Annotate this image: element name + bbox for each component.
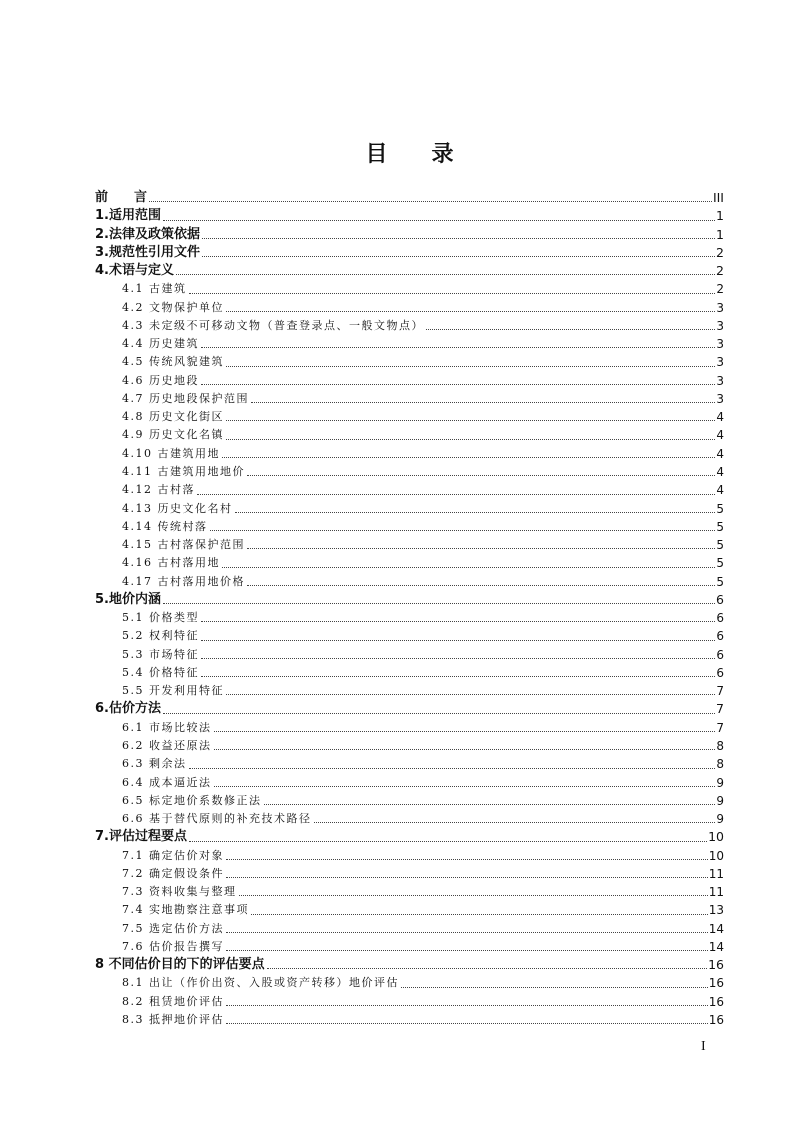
- dot-leader: [201, 627, 715, 640]
- dot-leader: [189, 280, 716, 293]
- toc-entry-label: 7.4 实地勘察注意事项: [122, 903, 249, 917]
- dot-leader: [226, 353, 715, 366]
- dot-leader: [222, 554, 715, 567]
- toc-subsection-entry: [95, 1011, 724, 1029]
- toc-entry-label: 4.8 历史文化街区: [122, 410, 224, 424]
- toc-subsection-entry: [95, 463, 724, 481]
- toc-entry-page: 11: [708, 866, 724, 881]
- toc-entry-label: 4.15 古村落保护范围: [122, 538, 245, 552]
- dot-leader: [401, 974, 708, 987]
- dot-leader: [226, 426, 715, 439]
- toc-entry-label: 4.9 历史文化名镇: [122, 428, 224, 442]
- dot-leader: [226, 682, 715, 695]
- toc-subsection-entry: [95, 408, 724, 426]
- toc-entry-page: 9: [716, 793, 724, 808]
- toc-subsection-entry: [95, 390, 724, 408]
- toc-subsection-entry: [95, 974, 724, 992]
- toc-entry-label: 8.2 租赁地价评估: [122, 994, 224, 1008]
- dot-leader: [149, 189, 712, 202]
- toc-entry-page: 2: [716, 263, 724, 279]
- toc-entry-label: 5.2 权利特征: [122, 629, 199, 643]
- dot-leader: [201, 372, 715, 385]
- toc-entry-label: 3.规范性引用文件: [95, 244, 200, 260]
- toc-subsection-entry: [95, 792, 724, 810]
- toc-entry-page: 10: [708, 848, 724, 863]
- dot-leader: [226, 847, 708, 860]
- toc-entry-page: 16: [708, 994, 724, 1009]
- dot-leader: [214, 774, 716, 787]
- toc-entry-page: 14: [708, 921, 724, 936]
- dot-leader: [264, 792, 716, 805]
- toc-subsection-entry: [95, 719, 724, 737]
- toc-entry-page: III: [712, 190, 724, 205]
- toc-subsection-entry: [95, 901, 724, 919]
- toc-entry-label: 6.6 基于替代原则的补充技术路径: [122, 812, 312, 826]
- toc-subsection-entry: [95, 445, 724, 463]
- toc-subsection-entry: [95, 774, 724, 792]
- toc-entry-page: 5: [716, 519, 724, 534]
- toc-entry-page: 3: [716, 373, 724, 388]
- toc-entry-label: 7.3 资料收集与整理: [122, 885, 237, 899]
- toc-entry-label: 4.术语与定义: [95, 263, 174, 279]
- toc-entry-page: 3: [716, 318, 724, 333]
- toc-entry-label: 7.5 选定估价方法: [122, 921, 224, 935]
- dot-leader: [314, 810, 716, 823]
- toc-subsection-entry: [95, 938, 724, 956]
- toc-section-entry: [95, 828, 724, 846]
- toc-entry-page: 11: [708, 885, 724, 900]
- dot-leader: [226, 408, 715, 421]
- toc-subsection-entry: [95, 299, 724, 317]
- toc-entry-label: 5.1 价格类型: [122, 611, 199, 625]
- dot-leader: [251, 390, 715, 403]
- toc-subsection-entry: [95, 993, 724, 1011]
- toc-subsection-entry: [95, 920, 724, 938]
- toc-section-entry: [95, 956, 724, 974]
- dot-leader: [201, 609, 715, 622]
- toc-entry-page: 3: [716, 355, 724, 370]
- toc-entry-page: 6: [716, 629, 724, 644]
- toc-list: [95, 189, 724, 1029]
- toc-entry-label: 5.地价内涵: [95, 591, 161, 607]
- toc-entry-label: 7.6 估价报告撰写: [122, 939, 224, 953]
- toc-entry-label: 8 不同估价目的下的评估要点: [95, 957, 265, 973]
- toc-entry-page: 7: [716, 684, 724, 699]
- toc-entry-label: 1.适用范围: [95, 208, 161, 224]
- dot-leader: [247, 463, 715, 476]
- dot-leader: [226, 993, 708, 1006]
- toc-entry-label: 6.4 成本逼近法: [122, 775, 212, 789]
- toc-entry-page: 3: [716, 300, 724, 315]
- toc-subsection-entry: [95, 280, 724, 298]
- toc-entry-label: 4.4 历史建筑: [122, 337, 199, 351]
- toc-entry-label: 4.13 历史文化名村: [122, 501, 233, 515]
- toc-entry-label: 6.2 收益还原法: [122, 738, 212, 752]
- toc-entry-page: 7: [716, 720, 724, 735]
- toc-subsection-entry: [95, 335, 724, 353]
- dot-leader: [226, 299, 715, 312]
- toc-subsection-entry: [95, 500, 724, 518]
- toc-subsection-entry: [95, 481, 724, 499]
- dot-leader: [189, 828, 707, 841]
- toc-subsection-entry: [95, 372, 724, 390]
- toc-subsection-entry: [95, 536, 724, 554]
- toc-entry-label: 4.17 古村落用地价格: [122, 574, 245, 588]
- dot-leader: [176, 262, 715, 275]
- dot-leader: [197, 481, 715, 494]
- toc-entry-page: 3: [716, 337, 724, 352]
- toc-subsection-entry: [95, 682, 724, 700]
- toc-section-entry: [95, 244, 724, 262]
- dot-leader: [226, 865, 708, 878]
- toc-entry-label: 8.1 出让（作价出资、入股或资产转移）地价评估: [122, 976, 399, 990]
- dot-leader: [210, 518, 716, 531]
- toc-entry-label: 6.估价方法: [95, 701, 161, 717]
- toc-section-entry: [95, 591, 724, 609]
- toc-entry-label: 5.5 开发利用特征: [122, 684, 224, 698]
- dot-leader: [226, 938, 708, 951]
- toc-subsection-entry: [95, 353, 724, 371]
- dot-leader: [201, 646, 715, 659]
- dot-leader: [251, 901, 708, 914]
- toc-section-entry: [95, 700, 724, 718]
- toc-subsection-entry: [95, 573, 724, 591]
- toc-subsection-entry: [95, 847, 724, 865]
- toc-entry-page: 1: [716, 226, 724, 242]
- dot-leader: [226, 1011, 708, 1024]
- toc-entry-page: 5: [716, 556, 724, 571]
- dot-leader: [247, 573, 715, 586]
- toc-entry-label: 4.7 历史地段保护范围: [122, 391, 249, 405]
- toc-entry-page: 16: [708, 976, 724, 991]
- dot-leader: [189, 755, 716, 768]
- toc-entry-page: 10: [708, 829, 724, 845]
- toc-entry-page: 4: [716, 428, 724, 443]
- dot-leader: [214, 719, 716, 732]
- toc-section-entry: [95, 226, 724, 244]
- toc-entry-label: 4.1 古建筑: [122, 282, 187, 296]
- toc-subsection-entry: [95, 627, 724, 645]
- dot-leader: [426, 317, 715, 330]
- toc-section-entry: [95, 189, 724, 207]
- toc-entry-label: 4.12 古村落: [122, 483, 195, 497]
- toc-entry-label: 6.3 剩余法: [122, 757, 187, 771]
- toc-entry-page: 2: [716, 282, 724, 297]
- toc-subsection-entry: [95, 426, 724, 444]
- toc-entry-page: 9: [716, 775, 724, 790]
- toc-entry-label: 7.评估过程要点: [95, 829, 187, 845]
- toc-subsection-entry: [95, 317, 724, 335]
- toc-entry-label: 4.3 未定级不可移动文物（普查登录点、一般文物点）: [122, 318, 424, 332]
- toc-subsection-entry: [95, 737, 724, 755]
- toc-subsection-entry: [95, 554, 724, 572]
- dot-leader: [235, 500, 716, 513]
- toc-entry-page: 8: [716, 757, 724, 772]
- toc-entry-page: 5: [716, 501, 724, 516]
- dot-leader: [163, 700, 715, 713]
- toc-entry-page: 7: [716, 701, 724, 717]
- toc-entry-page: 6: [716, 647, 724, 662]
- toc-entry-label: 5.4 价格特征: [122, 665, 199, 679]
- toc-subsection-entry: [95, 518, 724, 536]
- toc-entry-label: 6.1 市场比较法: [122, 720, 212, 734]
- toc-entry-label: 2.法律及政策依据: [95, 226, 200, 242]
- toc-entry-page: 2: [716, 244, 724, 260]
- toc-subsection-entry: [95, 664, 724, 682]
- toc-entry-page: 5: [716, 574, 724, 589]
- dot-leader: [201, 664, 715, 677]
- dot-leader: [163, 207, 715, 220]
- toc-section-entry: [95, 207, 724, 225]
- dot-leader: [202, 226, 715, 239]
- toc-entry-page: 4: [716, 410, 724, 425]
- toc-entry-label: 6.5 标定地价系数修正法: [122, 793, 262, 807]
- toc-entry-label: 4.2 文物保护单位: [122, 300, 224, 314]
- dot-leader: [202, 244, 715, 257]
- toc-entry-page: 13: [708, 903, 724, 918]
- page-title: 目 录: [365, 142, 454, 167]
- toc-entry-page: 6: [716, 665, 724, 680]
- toc-entry-label: 5.3 市场特征: [122, 647, 199, 661]
- toc-entry-page: 3: [716, 391, 724, 406]
- toc-entry-page: 8: [716, 738, 724, 753]
- toc-entry-page: 4: [716, 483, 724, 498]
- page-number: I: [701, 1039, 706, 1054]
- toc-entry-label: 8.3 抵押地价评估: [122, 1012, 224, 1026]
- toc-entry-label: 4.11 古建筑用地地价: [122, 464, 245, 478]
- toc-entry-label: 4.6 历史地段: [122, 373, 199, 387]
- toc-subsection-entry: [95, 609, 724, 627]
- toc-entry-page: 1: [716, 208, 724, 224]
- toc-entry-page: 14: [708, 939, 724, 954]
- toc-entry-page: 6: [716, 591, 724, 607]
- toc-entry-page: 4: [716, 446, 724, 461]
- dot-leader: [239, 883, 708, 896]
- toc-subsection-entry: [95, 755, 724, 773]
- toc-subsection-entry: [95, 810, 724, 828]
- toc-entry-page: 5: [716, 538, 724, 553]
- toc-entry-page: 9: [716, 812, 724, 827]
- dot-leader: [214, 737, 716, 750]
- dot-leader: [222, 445, 715, 458]
- toc-entry-label: 4.5 传统风貌建筑: [122, 355, 224, 369]
- toc-entry-page: 16: [708, 1012, 724, 1027]
- toc-section-entry: [95, 262, 724, 280]
- dot-leader: [247, 536, 715, 549]
- toc-entry-label: 4.16 古村落用地: [122, 556, 220, 570]
- dot-leader: [267, 956, 708, 969]
- toc-entry-label: 7.1 确定估价对象: [122, 848, 224, 862]
- toc-entry-page: 16: [708, 957, 724, 973]
- toc-subsection-entry: [95, 865, 724, 883]
- dot-leader: [163, 591, 715, 604]
- toc-entry-label: 4.10 古建筑用地: [122, 446, 220, 460]
- toc-entry-page: 4: [716, 464, 724, 479]
- toc-entry-label: 7.2 确定假设条件: [122, 866, 224, 880]
- dot-leader: [226, 920, 708, 933]
- toc-entry-label: 4.14 传统村落: [122, 519, 208, 533]
- toc-subsection-entry: [95, 883, 724, 901]
- toc-entry-label: 前 言: [95, 190, 148, 205]
- toc-subsection-entry: [95, 646, 724, 664]
- dot-leader: [201, 335, 715, 348]
- toc-entry-page: 6: [716, 611, 724, 626]
